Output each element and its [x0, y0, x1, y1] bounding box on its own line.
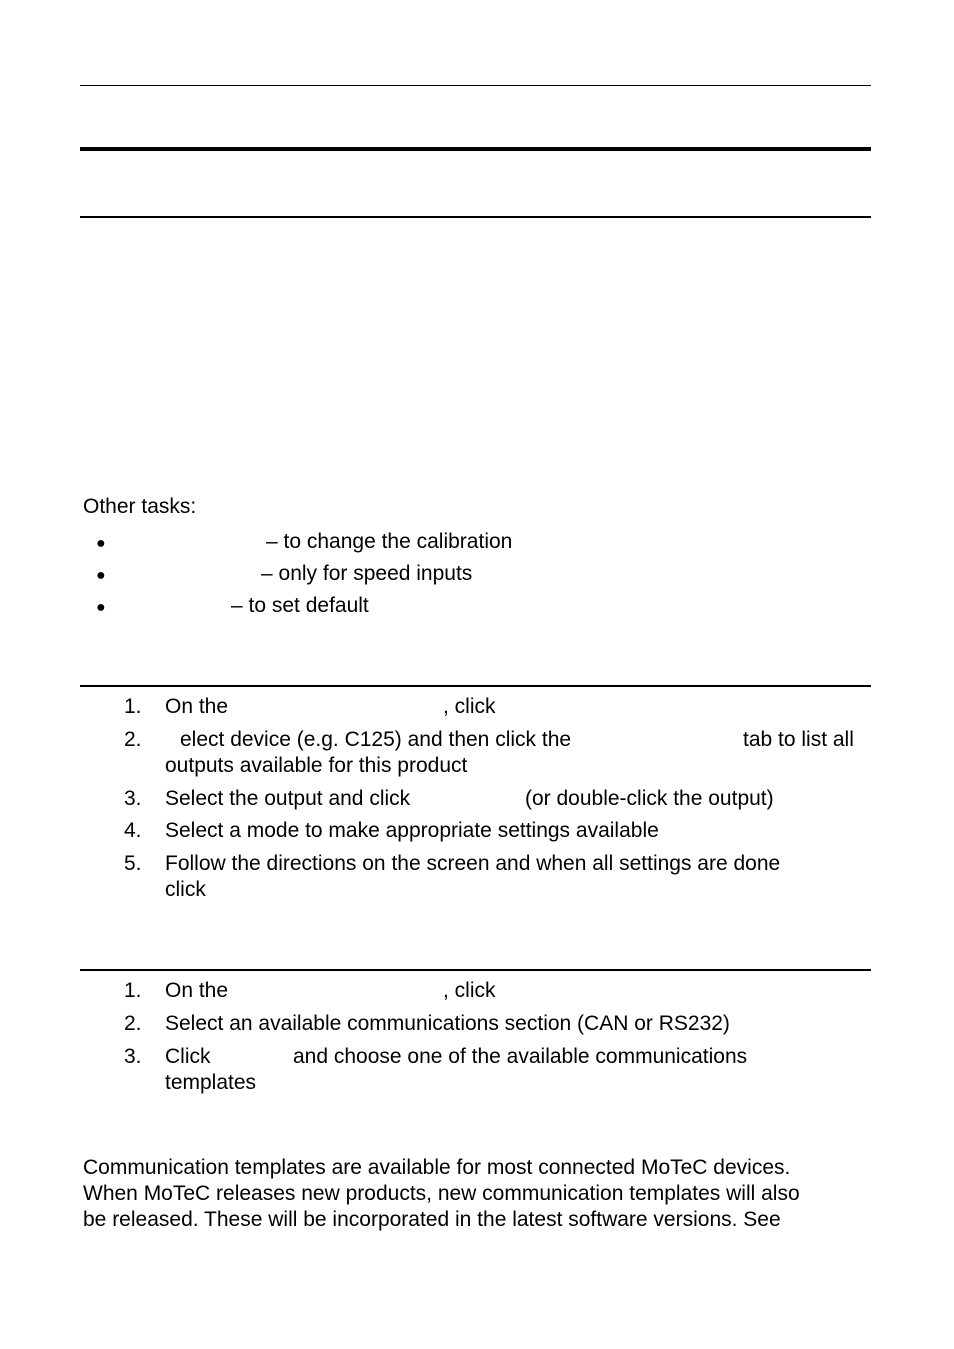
step-text: Select an available communications section (CAN or RS232) — [165, 1012, 730, 1035]
header-rule-thick — [80, 147, 871, 151]
step-number: 1. — [124, 979, 142, 1002]
bullet-dot: ● — [96, 535, 106, 552]
step-text: click — [165, 878, 206, 901]
step-text: , click — [443, 695, 496, 718]
header-rule-top — [80, 85, 871, 86]
step-text: Follow the directions on the screen and when all settings are done — [165, 852, 781, 875]
step-number: 5. — [124, 852, 142, 875]
step-text: On the — [165, 695, 229, 718]
bullet-dot: ● — [96, 599, 106, 616]
other-task-item: – to set default — [231, 594, 369, 617]
step-text: (or double-click the output) — [525, 787, 774, 810]
step-number: 1. — [124, 695, 142, 718]
paragraph-line: Communication templates are available for most connected MoTeC devices. — [83, 1156, 791, 1179]
step-text: , click — [443, 979, 496, 1002]
step-text: On the — [165, 979, 229, 1002]
step-text: tab to list all — [743, 728, 854, 751]
other-task-item: – to change the calibration — [266, 530, 513, 553]
step-text: Click — [165, 1045, 211, 1068]
section1-rule — [80, 685, 871, 687]
step-text: elect device (e.g. C125) and then click the — [180, 728, 572, 751]
other-tasks-heading: Other tasks: — [83, 495, 197, 518]
step-number: 4. — [124, 819, 142, 842]
paragraph-line: be released. These will be incorporated in the latest software versions. See — [83, 1208, 781, 1231]
step-text: templates — [165, 1071, 257, 1094]
step-number: 3. — [124, 787, 142, 810]
header-rule-bottom — [80, 216, 871, 218]
section2-rule — [80, 969, 871, 971]
step-number: 2. — [124, 728, 142, 751]
step-text: Select a mode to make appropriate settings available — [165, 819, 659, 842]
bullet-dot: ● — [96, 567, 106, 584]
step-number: 2. — [124, 1012, 142, 1035]
step-text: and choose one of the available communications — [293, 1045, 748, 1068]
paragraph-line: When MoTeC releases new products, new communication templates will also — [83, 1182, 800, 1205]
other-task-item: – only for speed inputs — [261, 562, 473, 585]
step-text: Select the output and click — [165, 787, 411, 810]
step-number: 3. — [124, 1045, 142, 1068]
step-text: outputs available for this product — [165, 754, 468, 777]
